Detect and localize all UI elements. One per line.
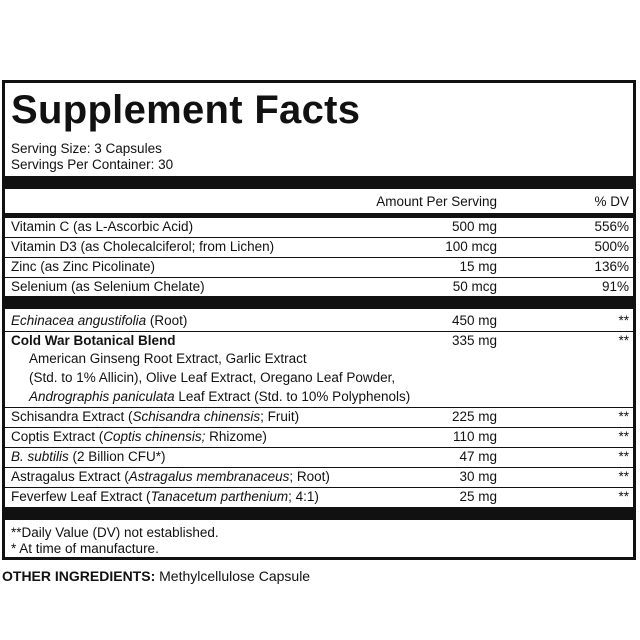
divider-thin [5,447,633,448]
supplement-facts-panel [2,80,636,560]
amount-header: Amount Per Serving [376,194,497,209]
ingredient-name: Schisandra Extract (Schisandra chinensis; Fruit) [11,409,300,424]
blend-name: Cold War Botanical Blend [11,333,176,348]
nutrient-name: Zinc (as Zinc Picolinate) [11,259,156,274]
ingredient-amount: 225 mg [451,409,497,424]
divider-thin [5,407,633,408]
other-ingredients-label: OTHER INGREDIENTS: [2,568,156,584]
blend-ingredients-line: Andrographis paniculata Leaf Extract (Std. to 10% Polyphenols) [29,389,411,404]
divider-medium [5,213,633,218]
nutrient-amount: 50 mcg [452,279,497,294]
ingredient-dv: ** [618,313,629,328]
divider-thin [5,467,633,468]
serving-size: Serving Size: 3 Capsules [11,141,162,156]
divider-thin [5,257,633,258]
servings-per-container: Servings Per Container: 30 [11,157,174,172]
nutrient-dv: 556% [594,219,629,234]
divider-thin [5,237,633,238]
ingredient-dv: ** [618,489,629,504]
divider-thick [5,296,633,309]
divider-thin [5,487,633,488]
ingredient-amount: 47 mg [459,449,497,464]
ingredient-dv: ** [618,469,629,484]
ingredient-name: Feverfew Leaf Extract (Tanacetum parthenium; 4:1) [11,489,319,504]
ingredient-name: B. subtilis (2 Billion CFU*) [11,449,166,464]
blend-ingredients-line: American Ginseng Root Extract, Garlic Extract [29,351,307,366]
blend-dv: ** [618,333,629,348]
divider-thick [5,176,633,189]
panel-title: Supplement Facts [11,88,361,132]
footnote-dv: **Daily Value (DV) not established. [11,525,219,540]
blend-ingredients-line: (Std. to 1% Allicin), Olive Leaf Extract, Oregano Leaf Powder, [29,370,396,385]
divider-thin [5,331,633,332]
nutrient-name: Selenium (as Selenium Chelate) [11,279,205,294]
footnote-manufacture: * At time of manufacture. [11,541,159,556]
ingredient-amount: 450 mg [451,313,497,328]
ingredient-dv: ** [618,429,629,444]
ingredient-name: Coptis Extract (Coptis chinensis; Rhizome) [11,429,267,444]
nutrient-dv: 500% [594,239,629,254]
divider-thin [5,277,633,278]
ingredient-amount: 30 mg [459,469,497,484]
other-ingredients-value: Methylcellulose Capsule [155,568,311,584]
nutrient-amount: 15 mg [459,259,497,274]
ingredient-dv: ** [618,449,629,464]
nutrient-dv: 136% [594,259,629,274]
ingredient-amount: 110 mg [452,429,497,444]
nutrient-name: Vitamin C (as L-Ascorbic Acid) [11,219,194,234]
other-ingredients [2,567,310,585]
nutrient-name: Vitamin D3 (as Cholecalciferol; from Lichen) [11,239,275,254]
ingredient-name: Echinacea angustifolia (Root) [11,313,188,328]
ingredient-dv: ** [618,409,629,424]
dv-header: % DV [594,194,629,209]
ingredient-amount: 25 mg [459,489,497,504]
divider-thin [5,427,633,428]
blend-amount: 335 mg [451,333,497,348]
divider-thick [5,507,633,520]
nutrient-amount: 100 mcg [445,239,497,254]
ingredient-name: Astragalus Extract (Astragalus membranaceus; Root) [11,469,330,484]
nutrient-dv: 91% [601,279,629,294]
nutrient-amount: 500 mg [451,219,497,234]
